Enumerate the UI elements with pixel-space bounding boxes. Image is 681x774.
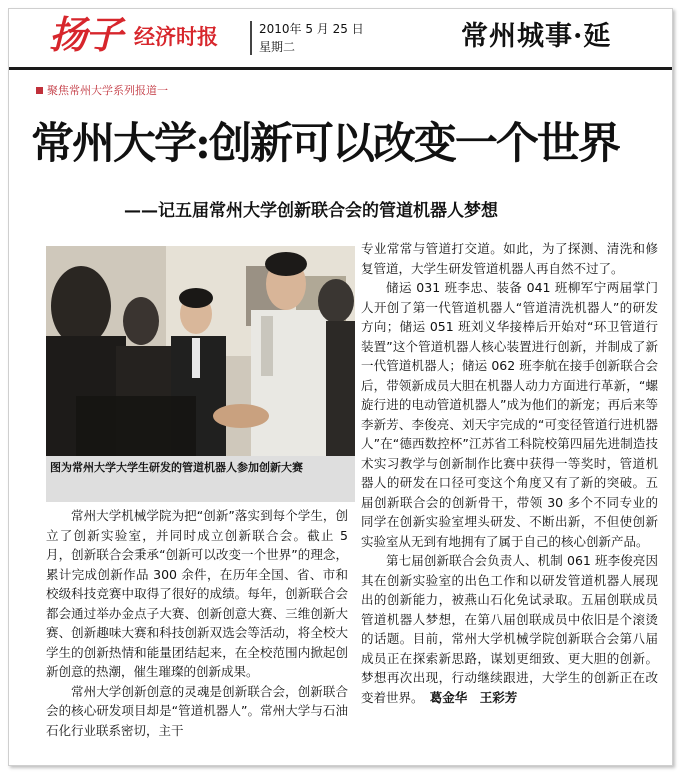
issue-date: 2010年 5 月 25 日 (259, 22, 364, 36)
article-subtitle: ——记五届常州大学创新联合会的管道机器人梦想 (124, 201, 498, 221)
article-photo (46, 246, 355, 456)
masthead (9, 9, 672, 70)
photo-illustration (46, 246, 355, 456)
issue-weekday: 星期二 (259, 40, 296, 54)
series-marker-icon (36, 87, 43, 94)
article-byline: 葛金华 王彩芳 (429, 689, 518, 705)
article-paragraph-text: 第七届创新联合会负责人、机制 061 班李俊亮因其在创新实验室的出色工作和以研发管道机器人展现出的创新能力，被燕山石化免试录取。五届创联成员管道机器人梦想，在第八届创联成员中依旧是个滚烫的话题。目前，常州大学机械学院创新联合会第八届成员正在探索新思路，谋划更细致、更大胆的创新。梦想再次出现，行动继续跟进，大学生的创新正在改变着世界。 (361, 553, 658, 705)
article-paragraph: 储运 031 班李忠、装备 041 班柳军宁两届掌门人开创了第一代管道机器人“管道清洗机器人”的研发方向；储运 051 班刘义华接棒后开始对“环卫管道行装置”这个管道机器人核心装置进行创新，并制成了新一代管道机器人；储运 062 班李航在接手创新联合会后，带领新成员大胆在机器人动力方面进行革新，“螺旋行进的电动管道机器人”成为他们的新宠；再后来等李新芳、李俊亮、刘天宇完成的“可变径管道行进机器人”在“德西数控杯”江苏省工科院校第四届先进制造技术实习教学与创新制作比赛中获得一等奖时，管道机器人的研发在口径可变这个角度又有了新的突破。五届创新联合会的创新骨干，带领 30 多个不同专业的同学在创新实验室埋头研发、不断出新，不但使创新实验室从无到有地拥有了属于自己的核心创新产品。 (361, 280, 658, 549)
article-left-column (46, 506, 348, 740)
article-right-column (361, 239, 658, 707)
section-title: 常州城事·延 (461, 21, 612, 52)
newspaper-logo: 扬子 (49, 12, 122, 57)
newspaper-page (8, 8, 673, 766)
masthead-divider (250, 21, 252, 55)
article-paragraph: 常州大学机械学院为把“创新”落实到每个学生，创立了创新实验室，并同时成立创新联合会。截止 5 月，创新联合会秉承“创新可以改变一个世界”的理念，累计完成创新作品 300 余件，在历年全国、省、市和校级科技竞赛中取得了很好的成绩。每年，创新联合会都会通过举办金点子大赛、创新创意大赛、三维创新大赛、创新趣味大赛和科技创新双选会等活动，将全校大学生的创新热情和能量团结起来，在全校范围内掀起创新创意的热潮，催生璀璨的创新成果。 (46, 508, 348, 679)
article-paragraph: 专业常常与管道打交道。如此，为了探测、清洗和修复管道，大学生研发管道机器人再自然不过了。 (361, 241, 658, 276)
photo-caption: 图为常州大学大学生研发的管道机器人参加创新大赛 (46, 456, 355, 502)
series-label: 聚焦常州大学系列报道一 (47, 84, 168, 97)
article-paragraph: 常州大学创新创意的灵魂是创新联合会，创新联合会的核心研发项目却是“管道机器人”。常州大学与石油石化行业联系密切，主干 (46, 683, 348, 738)
article-headline: 常州大学:创新可以改变一个世界 (31, 119, 619, 169)
article-paragraph (361, 551, 658, 707)
newspaper-name: 经济时报 (134, 25, 218, 49)
